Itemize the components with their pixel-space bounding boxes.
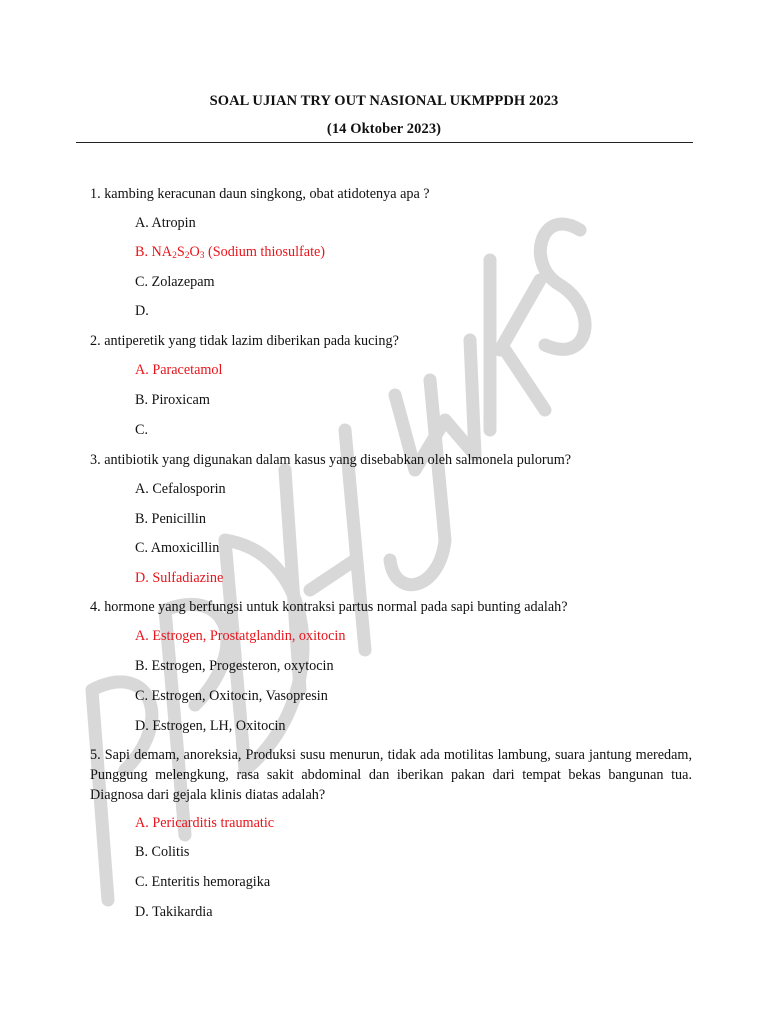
question-4-option-b: B. Estrogen, Progesteron, oxytocin: [135, 658, 334, 674]
question-2-option-a-answer: A. Paracetamol: [135, 362, 223, 378]
question-3-text: 3. antibiotik yang digunakan dalam kasus yang disebabkan oleh salmonela pulorum?: [90, 452, 572, 468]
question-1-option-d: D.: [135, 303, 149, 319]
question-4-option-a-answer: A. Estrogen, Prostatglandin, oxitocin: [135, 628, 346, 644]
question-5-option-c: C. Enteritis hemoragika: [135, 874, 271, 890]
document-title: SOAL UJIAN TRY OUT NASIONAL UKMPPDH 2023: [209, 93, 559, 109]
question-4-option-c: C. Estrogen, Oxitocin, Vasopresin: [135, 688, 328, 704]
header-divider: [76, 142, 693, 143]
question-5-option-a-answer: A. Pericarditis traumatic: [135, 815, 275, 831]
question-5-option-d: D. Takikardia: [135, 904, 213, 920]
question-5-option-b: B. Colitis: [135, 844, 190, 860]
question-3-option-b: B. Penicillin: [135, 511, 206, 527]
question-1-option-c: C. Zolazepam: [135, 274, 215, 290]
question-3-option-c: C. Amoxicillin: [135, 540, 220, 556]
question-3-option-d-answer: D. Sulfadiazine: [135, 570, 224, 586]
question-2-option-c: C.: [135, 422, 149, 438]
question-1-option-a: A. Atropin: [135, 215, 196, 231]
question-2-option-b: B. Piroxicam: [135, 392, 210, 408]
question-1-option-b-answer: B. $NA_2S_2O_3$ (Sodium thiosulfate): [135, 244, 326, 261]
question-3-option-a: A. Cefalosporin: [135, 481, 226, 497]
document-date: (14 Oktober 2023): [326, 121, 442, 137]
question-4-option-d: D. Estrogen, LH, Oxitocin: [135, 718, 286, 734]
question-4-text: 4. hormone yang berfungsi untuk kontraksi partus normal pada sapi bunting adalah?: [90, 599, 568, 615]
question-5-text: 5. Sapi demam, anoreksia, Produksi susu menurun, tidak ada motilitas lambung, suara jantung meredam, Punggung melengkung, rasa sakit abdominal dan iberikan pakan dari tempat bekas bangunan tua. Diagnosa dari gejala klinis diatas adalah?: [90, 747, 692, 803]
question-2-text: 2. antiperetik yang tidak lazim diberikan pada kucing?: [90, 333, 399, 349]
question-1-text: 1. kambing keracunan daun singkong, obat atidotenya apa ?: [90, 186, 430, 202]
